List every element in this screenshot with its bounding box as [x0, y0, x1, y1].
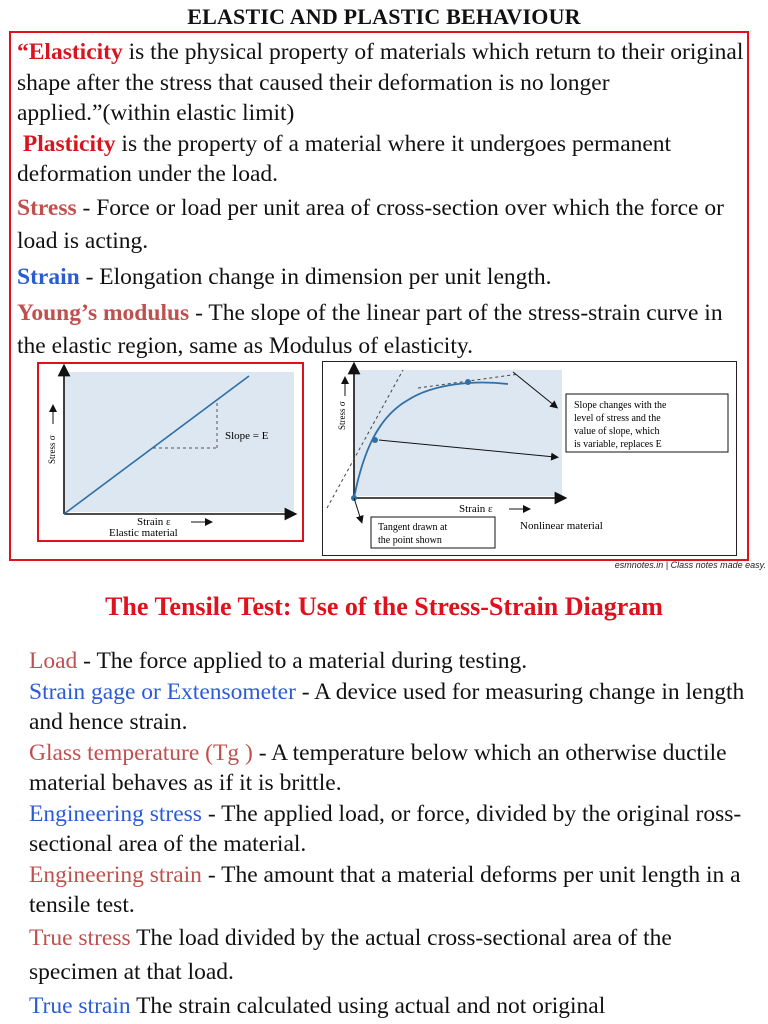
y-axis-label: Stress σ: [47, 435, 57, 464]
term-youngs-modulus: Young’s modulus: [17, 299, 190, 326]
term-stress: Stress: [17, 194, 77, 221]
tangent-callout-line-2: the point shown: [378, 535, 442, 546]
term-load-name: Load: [29, 648, 78, 674]
slope-callout-line-2: level of stress and the: [574, 413, 661, 424]
term-true-strain: [29, 991, 749, 1022]
term-elasticity: “Elasticity: [17, 39, 123, 65]
term-true-stress-name: True stress: [29, 924, 131, 951]
plot-background: [64, 372, 294, 512]
figure-caption: Elastic material: [109, 527, 178, 539]
x-axis-label: Strain ε: [137, 516, 171, 528]
section-title: The Tensile Test: Use of the Stress-Strain Diagram: [105, 592, 663, 621]
curve-point: [465, 379, 471, 385]
page-title: ELASTIC AND PLASTIC BEHAVIOUR: [187, 4, 581, 29]
term-load-text: - The force applied to a material during testing.: [77, 648, 528, 674]
definition-plasticity: [17, 129, 745, 190]
term-engineering-strain-text: - The amount that a material deforms per unit length in a tensile test.: [29, 861, 741, 918]
definition-strain-text: - Elongation change in dimension per unit length.: [79, 263, 552, 290]
term-engineering-stress-name: Engineering stress: [29, 800, 202, 827]
definition-stress: [17, 192, 745, 258]
term-strain-gage-name: Strain gage or Extensometer: [29, 678, 296, 705]
definition-stress-text: - Force or load per unit area of cross-section over which the force or load is acting.: [17, 194, 724, 254]
term-true-stress: [29, 921, 749, 989]
slope-callout-line-4: is variable, replaces E: [574, 439, 662, 450]
y-axis-label: Stress σ: [337, 401, 347, 430]
definition-plasticity-text: is the property of a material where it undergoes permanent deformation under the load.: [17, 130, 672, 188]
nonlinear-plot: [323, 362, 736, 555]
definition-elasticity: [17, 37, 745, 129]
term-strain-gage-text: - A device used for measuring change in length and hence strain.: [29, 678, 745, 735]
term-glass-temperature-name: Glass temperature (Tg ): [29, 739, 253, 766]
x-axis-label: Strain ε: [459, 503, 493, 515]
watermark: esmnotes.in | Class notes made easy.: [614, 560, 766, 570]
term-true-stress-text: The load divided by the actual cross-sectional area of the specimen at that load.: [29, 924, 672, 985]
term-load: [29, 646, 749, 677]
figure-caption: Nonlinear material: [520, 520, 603, 532]
plot-background: [354, 370, 562, 496]
term-engineering-strain-name: Engineering strain: [29, 861, 202, 888]
tensile-test-terms: [29, 646, 749, 1021]
curve-point: [372, 437, 378, 443]
definition-elasticity-text: is the physical property of materials which return to their original shape after the stress that caused their deformation is no longer applied.”(within elastic limit): [17, 39, 744, 127]
term-plasticity: Plasticity: [22, 130, 116, 157]
tangent-callout-line-1: Tangent drawn at: [378, 522, 448, 533]
elastic-plot: [39, 364, 302, 540]
slope-callout-line-3: value of slope, which: [574, 426, 660, 437]
pointer-arrow: [354, 498, 361, 520]
definition-strain: [17, 262, 745, 293]
slope-label: Slope = E: [225, 430, 269, 442]
term-strain-gage: [29, 677, 749, 738]
definition-youngs-modulus-text: - The slope of the linear part of the stress-strain curve in the elastic region, same as Modulus of elasticity.: [17, 299, 723, 359]
term-strain: Strain: [17, 263, 80, 290]
nonlinear-material-figure: [322, 361, 737, 556]
term-engineering-stress-text: - The applied load, or force, divided by the original ross-sectional area of the material.: [29, 800, 742, 857]
definitions-text: [17, 37, 745, 363]
term-engineering-stress: [29, 799, 749, 860]
term-glass-temperature-text: - A temperature below which an otherwise ductile material behaves as if it is brittle.: [29, 739, 727, 796]
term-glass-temperature: [29, 738, 749, 799]
elastic-material-figure: [37, 362, 304, 542]
definition-youngs-modulus: [17, 297, 745, 363]
term-engineering-strain: [29, 860, 749, 921]
term-true-strain-text: The strain calculated using actual and not original: [130, 992, 606, 1019]
term-true-strain-name: True strain: [29, 992, 131, 1019]
slope-callout-line-1: Slope changes with the: [574, 400, 667, 411]
